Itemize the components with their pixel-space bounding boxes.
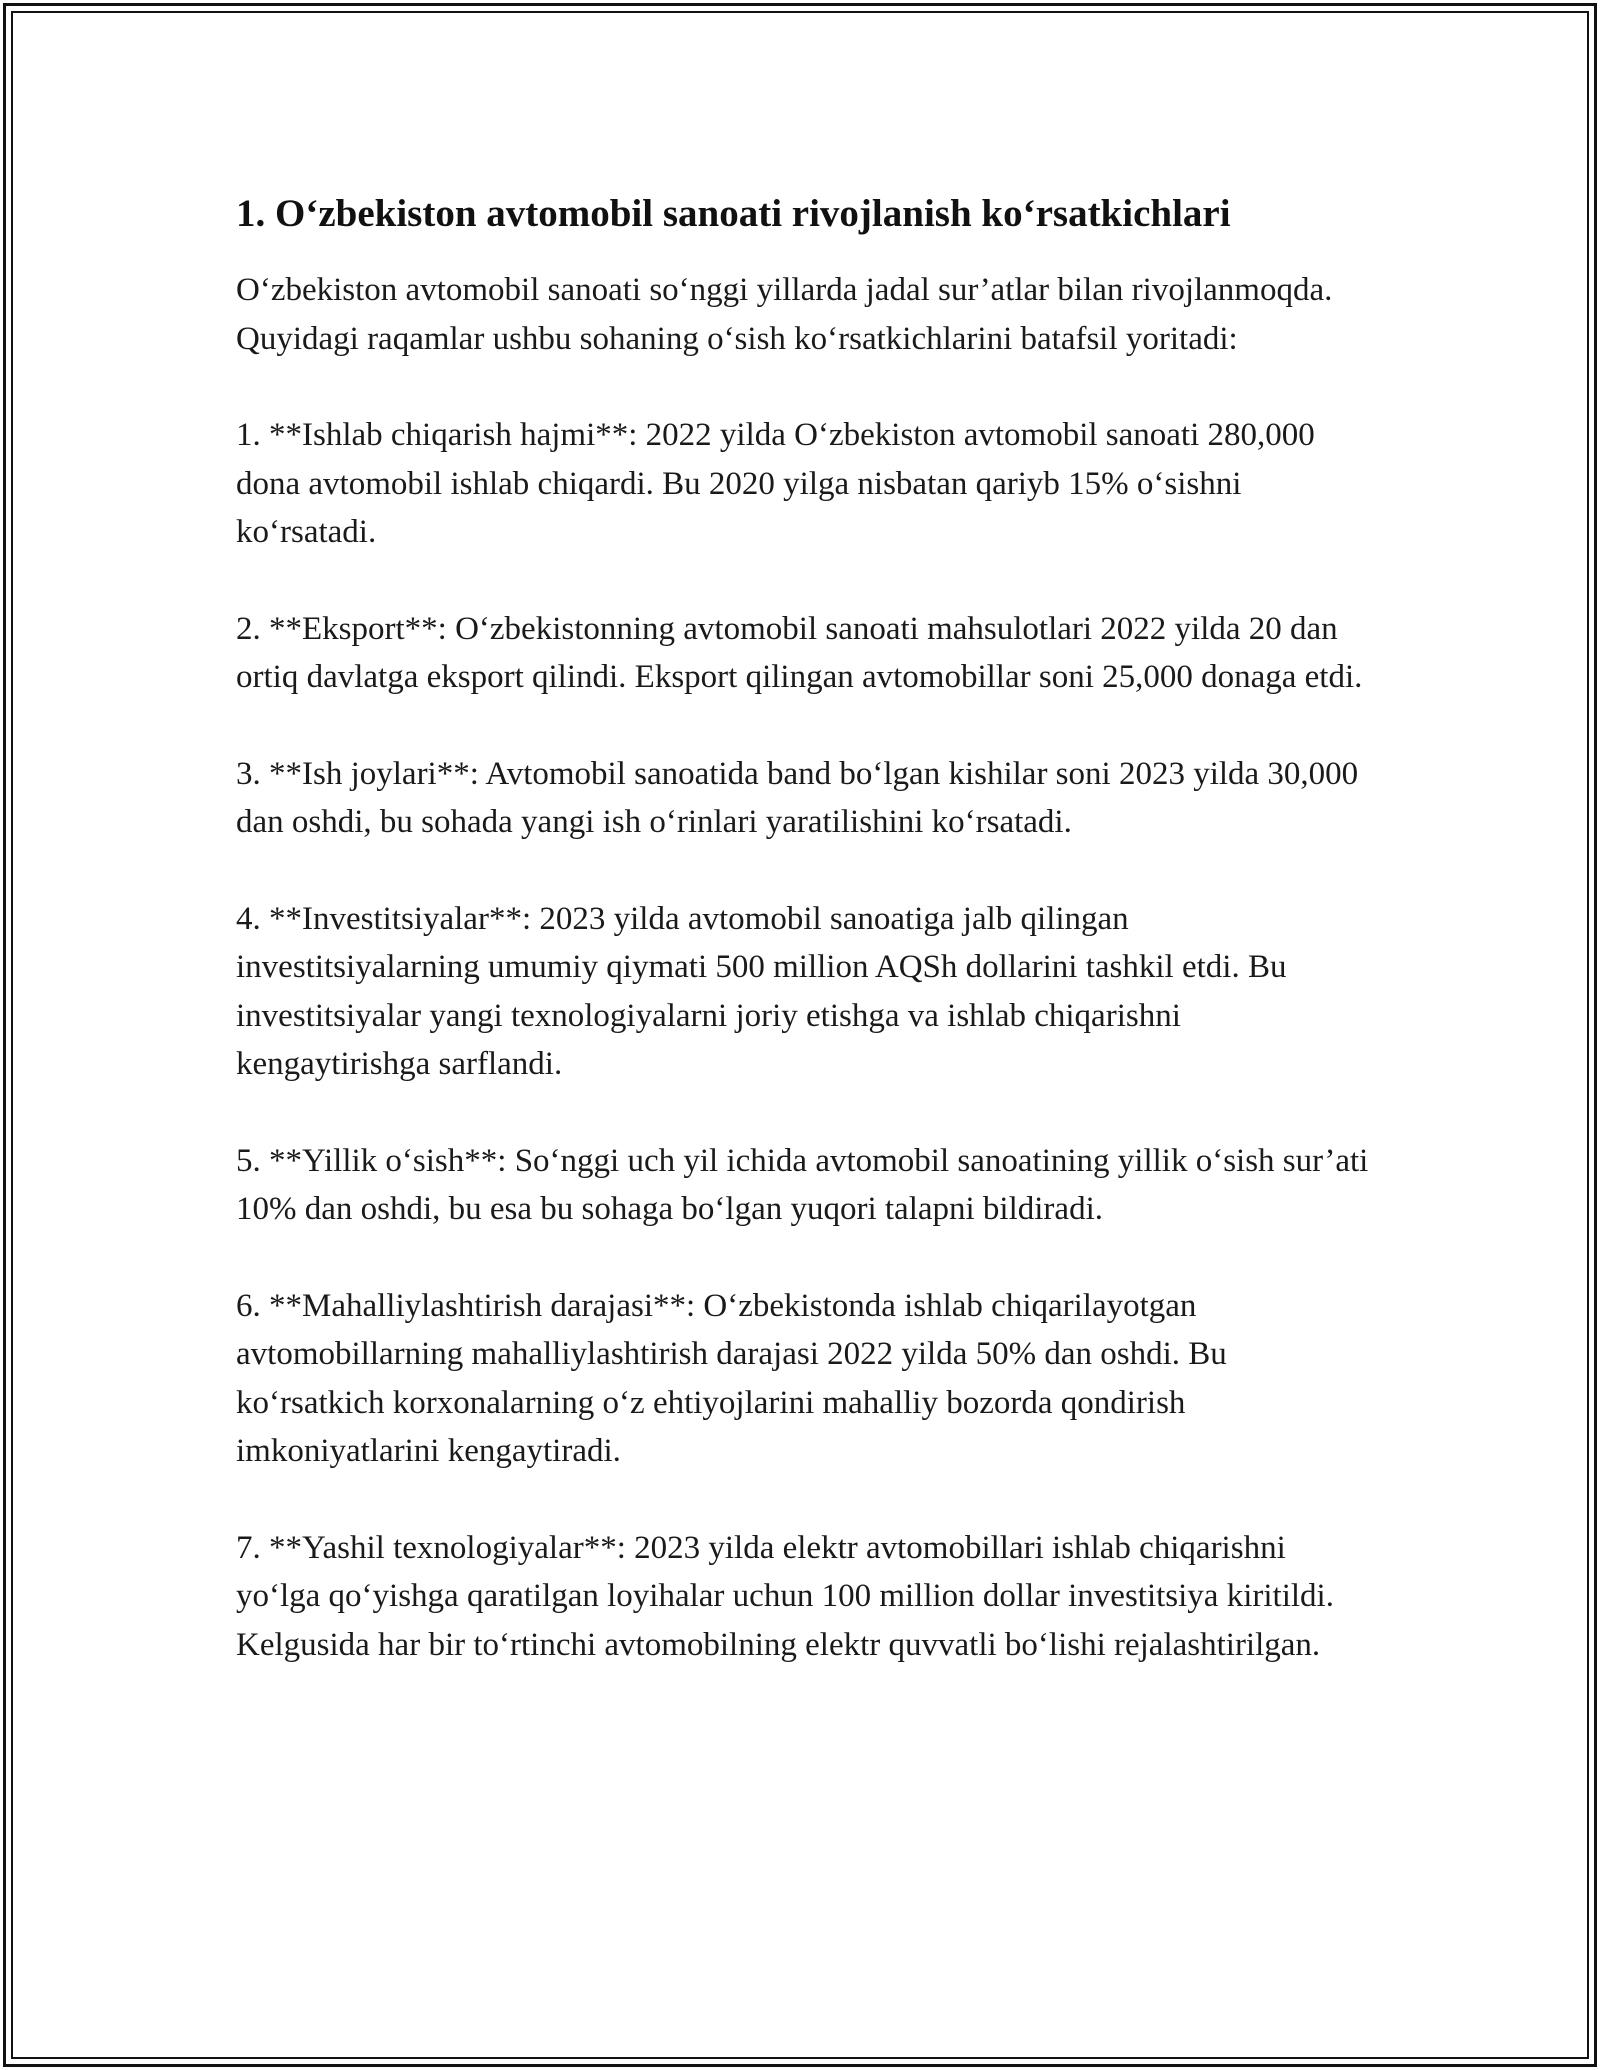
list-item-annual-growth: 5. **Yillik o‘sish**: So‘nggi uch yil ichida avtomobil sanoatining yillik o‘sish sur’ati 10% dan oshdi, bu esa bu sohaga bo‘lgan yuqori talapni bildiradi. bbox=[236, 1142, 1369, 1227]
list-item-green-tech: 7. **Yashil texnologiyalar**: 2023 yilda elektr avtomobillari ishlab chiqarishni yo‘lga qo‘yishga qaratilgan loyihalar uchun 100 million dollar investitsiya kiritildi. Kelgusida har bir to‘rtinchi avtomobilning elektr quvvatli bo‘lishi rejalashtirilgan. bbox=[236, 1529, 1334, 1663]
list-item-production-volume: 1. **Ishlab chiqarish hajmi**: 2022 yilda O‘zbekiston avtomobil sanoati 280,000 dona avtomobil ishlab chiqardi. Bu 2020 yilga nisbatan qariyb 15% o‘sishni ko‘rsatadi. bbox=[236, 417, 1315, 550]
section-heading: 1. O‘zbekiston avtomobil sanoati rivojlanish ko‘rsatkichlari bbox=[236, 192, 1231, 235]
list-item-jobs: 3. **Ish joylari**: Avtomobil sanoatida band bo‘lgan kishilar soni 2023 yilda 30,000 dan oshdi, bu sohada yangi ish o‘rinlari yaratilishini ko‘rsatadi. bbox=[236, 755, 1359, 840]
list-item-localization: 6. **Mahalliylashtirish darajasi**: O‘zbekistonda ishlab chiqarilayotgan avtomobillarning mahalliylashtirish darajasi 2022 yilda 50% dan oshdi. Bu ko‘rsatkich korxonalarning o‘z ehtiyojlarini mahalliy bozorda qondirish imkoniyatlarini kengaytiradi. bbox=[236, 1287, 1227, 1469]
list-item-export: 2. **Eksport**: O‘zbekistonning avtomobil sanoati mahsulotlari 2022 yilda 20 dan ortiq davlatga eksport qilindi. Eksport qilingan avtomobillar soni 25,000 donaga etdi. bbox=[236, 610, 1363, 695]
intro-paragraph: O‘zbekiston avtomobil sanoati so‘nggi yillarda jadal sur’atlar bilan rivojlanmoqda. Quyidagi raqamlar ushbu sohaning o‘sish ko‘rsatkichlarini batafsil yoritadi: bbox=[236, 272, 1333, 357]
list-item-investments: 4. **Investitsiyalar**: 2023 yilda avtomobil sanoatiga jalb qilingan investitsiyalarning umumiy qiymati 500 million AQSh dollarini tashkil etdi. Bu investitsiyalar yangi texnologiyalarni joriy etishga va ishlab chiqarishni kengaytirishga sarflandi. bbox=[236, 900, 1287, 1082]
document-body bbox=[236, 186, 1376, 1717]
